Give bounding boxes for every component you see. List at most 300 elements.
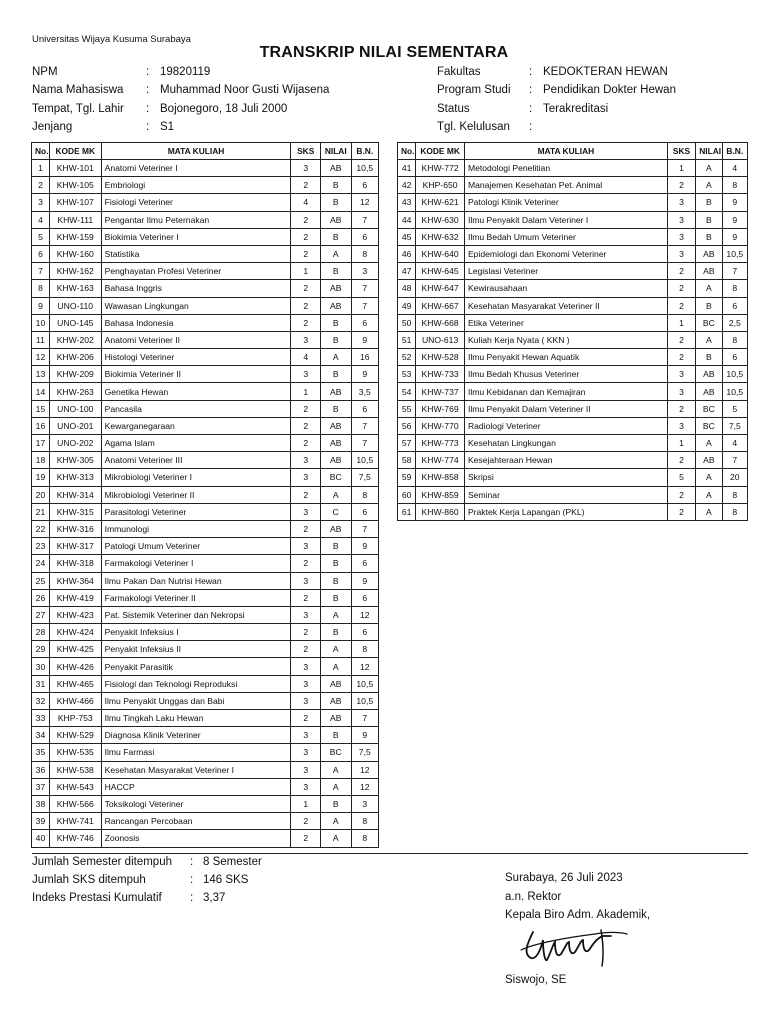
cell-sks: 4 xyxy=(291,349,321,366)
cell-course-name: Penyakit Parasitik xyxy=(101,658,291,675)
table-row xyxy=(32,572,379,589)
cell-bn: 6 xyxy=(722,349,747,366)
cell-no: 9 xyxy=(32,297,50,314)
cell-code: KHW-313 xyxy=(49,469,101,486)
cell-bn: 12 xyxy=(351,606,378,623)
cell-course-name: Ilmu Penyakit Dalam Veteriner I xyxy=(464,211,667,228)
cell-code: KHW-667 xyxy=(416,297,465,314)
table-row xyxy=(32,263,379,280)
cell-course-name: Penyakit Infeksius I xyxy=(101,624,291,641)
cell-course-name: Fisiologi Veteriner xyxy=(101,194,291,211)
cell-no: 8 xyxy=(32,280,50,297)
cell-bn: 7 xyxy=(351,417,378,434)
cell-sks: 3 xyxy=(667,245,695,262)
cell-grade: A xyxy=(320,658,351,675)
table-row xyxy=(32,830,379,847)
cell-sks: 2 xyxy=(291,245,321,262)
cell-course-name: Anatomi Veteriner II xyxy=(101,331,291,348)
cell-code: KHW-423 xyxy=(49,606,101,623)
cell-bn: 9 xyxy=(351,538,378,555)
cell-bn: 7 xyxy=(351,280,378,297)
cell-bn: 10,5 xyxy=(722,245,747,262)
cell-code: KHW-769 xyxy=(416,400,465,417)
cell-course-name: Anatomi Veteriner III xyxy=(101,452,291,469)
cell-bn: 4 xyxy=(722,160,747,177)
cell-no: 33 xyxy=(32,710,50,727)
cell-course-name: Kesehatan Lingkungan xyxy=(464,435,667,452)
cell-bn: 6 xyxy=(351,555,378,572)
cell-course-name: Embriologi xyxy=(101,177,291,194)
cell-code: KHW-209 xyxy=(49,366,101,383)
cell-sks: 2 xyxy=(667,177,695,194)
student-name-value: Muhammad Noor Gusti Wijasena xyxy=(160,84,330,96)
cell-bn: 4 xyxy=(722,435,747,452)
table-row xyxy=(32,331,379,348)
cell-grade: B xyxy=(696,297,722,314)
cell-course-name: Zoonosis xyxy=(101,830,291,847)
cell-code: KHW-111 xyxy=(49,211,101,228)
cell-no: 45 xyxy=(398,228,416,245)
cell-course-name: Manajemen Kesehatan Pet. Animal xyxy=(464,177,667,194)
cell-grade: B xyxy=(320,331,351,348)
cell-course-name: Ilmu Kebidanan dan Kemajiran xyxy=(464,383,667,400)
cell-sks: 2 xyxy=(291,314,321,331)
cell-grade: B xyxy=(320,366,351,383)
cell-grade: AB xyxy=(320,417,351,434)
cell-course-name: Rancangan Percobaan xyxy=(101,813,291,830)
cell-no: 12 xyxy=(32,349,50,366)
table-row xyxy=(32,778,379,795)
cell-grade: A xyxy=(320,830,351,847)
cell-bn: 6 xyxy=(351,177,378,194)
cell-bn: 8 xyxy=(722,177,747,194)
cell-sks: 2 xyxy=(291,624,321,641)
cell-course-name: Metodologi Penelitian xyxy=(464,160,667,177)
cell-no: 43 xyxy=(398,194,416,211)
cell-course-name: Statistika xyxy=(101,245,291,262)
info-label: NPM xyxy=(32,66,58,78)
npm-value: 19820119 xyxy=(160,66,211,78)
table-row xyxy=(32,813,379,830)
cell-code: KHW-773 xyxy=(416,435,465,452)
cell-code: KHW-772 xyxy=(416,160,465,177)
cell-no: 11 xyxy=(32,331,50,348)
table-row xyxy=(398,177,748,194)
cell-course-name: Biokimia Veteriner II xyxy=(101,366,291,383)
cell-bn: 9 xyxy=(722,211,747,228)
cell-no: 51 xyxy=(398,331,416,348)
info-separator: : xyxy=(146,103,150,115)
table-row xyxy=(32,211,379,228)
cell-grade: B xyxy=(320,795,351,812)
cell-bn: 12 xyxy=(351,194,378,211)
cell-grade: BC xyxy=(696,400,722,417)
table-row xyxy=(398,160,748,177)
cell-bn: 7 xyxy=(351,710,378,727)
cell-grade: A xyxy=(696,435,722,452)
cell-no: 23 xyxy=(32,538,50,555)
cell-course-name: Patologi Umum Veteriner xyxy=(101,538,291,555)
cell-sks: 2 xyxy=(667,297,695,314)
cell-course-name: Ilmu Bedah Umum Veteriner xyxy=(464,228,667,245)
cell-grade: AB xyxy=(320,692,351,709)
cell-no: 37 xyxy=(32,778,50,795)
cell-code: KHW-538 xyxy=(49,761,101,778)
cell-sks: 3 xyxy=(291,606,321,623)
cell-grade: A xyxy=(320,349,351,366)
cell-grade: B xyxy=(320,314,351,331)
cell-grade: A xyxy=(696,160,722,177)
cell-sks: 2 xyxy=(291,830,321,847)
cell-bn: 9 xyxy=(722,228,747,245)
cell-grade: B xyxy=(320,400,351,417)
cell-grade: AB xyxy=(696,383,722,400)
cell-bn: 12 xyxy=(351,778,378,795)
cell-no: 16 xyxy=(32,417,50,434)
cell-code: KHW-424 xyxy=(49,624,101,641)
col-header-course: MATA KULIAH xyxy=(464,143,667,160)
cell-grade: B xyxy=(320,555,351,572)
info-separator: : xyxy=(146,121,150,133)
cell-grade: B xyxy=(320,727,351,744)
cell-code: KHW-105 xyxy=(49,177,101,194)
cell-code: KHW-621 xyxy=(416,194,465,211)
cell-grade: AB xyxy=(696,452,722,469)
cell-grade: AB xyxy=(696,366,722,383)
cell-bn: 2,5 xyxy=(722,314,747,331)
cell-sks: 4 xyxy=(291,194,321,211)
cell-bn: 12 xyxy=(351,761,378,778)
col-header-grade: NILAI xyxy=(320,143,351,160)
cell-grade: A xyxy=(320,641,351,658)
cell-grade: A xyxy=(696,280,722,297)
cell-code: KHW-364 xyxy=(49,572,101,589)
cell-bn: 10,5 xyxy=(351,160,378,177)
table-row xyxy=(32,435,379,452)
cell-code: KHW-314 xyxy=(49,486,101,503)
place-date: Surabaya, 26 Juli 2023 xyxy=(505,872,623,884)
cell-course-name: Bahasa Indonesia xyxy=(101,314,291,331)
cell-bn: 8 xyxy=(351,813,378,830)
cell-course-name: Anatomi Veteriner I xyxy=(101,160,291,177)
cell-no: 60 xyxy=(398,486,416,503)
cell-course-name: Penyakit Infeksius II xyxy=(101,641,291,658)
cell-grade: BC xyxy=(320,469,351,486)
cell-sks: 2 xyxy=(291,177,321,194)
cell-no: 18 xyxy=(32,452,50,469)
cell-grade: B xyxy=(320,194,351,211)
cell-no: 19 xyxy=(32,469,50,486)
cell-code: KHW-101 xyxy=(49,160,101,177)
cell-bn: 8 xyxy=(351,245,378,262)
cell-course-name: Farmakologi Veteriner I xyxy=(101,555,291,572)
table-row xyxy=(398,314,748,331)
cell-sks: 3 xyxy=(291,692,321,709)
table-row xyxy=(32,366,379,383)
cell-grade: B xyxy=(320,589,351,606)
cell-no: 40 xyxy=(32,830,50,847)
cell-sks: 1 xyxy=(667,314,695,331)
cell-code: KHW-317 xyxy=(49,538,101,555)
cell-grade: AB xyxy=(320,383,351,400)
table-row xyxy=(32,314,379,331)
cell-sks: 2 xyxy=(291,555,321,572)
cell-course-name: Kesehatan Masyarakat Veteriner II xyxy=(464,297,667,314)
table-row xyxy=(398,245,748,262)
cell-code: KHW-162 xyxy=(49,263,101,280)
cell-sks: 3 xyxy=(667,366,695,383)
cell-grade: AB xyxy=(320,211,351,228)
cell-no: 59 xyxy=(398,469,416,486)
cell-sks: 5 xyxy=(667,469,695,486)
cell-course-name: Ilmu Pakan Dan Nutrisi Hewan xyxy=(101,572,291,589)
table-row xyxy=(398,452,748,469)
table-row xyxy=(32,245,379,262)
cell-bn: 8 xyxy=(351,641,378,658)
cell-course-name: Patologi Klinik Veteriner xyxy=(464,194,667,211)
cell-sks: 2 xyxy=(667,263,695,280)
cell-course-name: Ilmu Farmasi xyxy=(101,744,291,761)
cell-course-name: Genetika Hewan xyxy=(101,383,291,400)
cell-bn: 8 xyxy=(722,503,747,520)
cell-sks: 3 xyxy=(291,469,321,486)
cell-sks: 3 xyxy=(291,331,321,348)
cell-no: 41 xyxy=(398,160,416,177)
faculty-value: KEDOKTERAN HEWAN xyxy=(543,66,668,78)
cell-course-name: Diagnosa Klinik Veteriner xyxy=(101,727,291,744)
cell-no: 25 xyxy=(32,572,50,589)
col-header-code: KODE MK xyxy=(416,143,465,160)
cell-sks: 2 xyxy=(667,280,695,297)
signer-name: Siswojo, SE xyxy=(505,974,567,986)
cell-no: 21 xyxy=(32,503,50,520)
cell-grade: AB xyxy=(320,160,351,177)
cell-code: KHW-668 xyxy=(416,314,465,331)
info-separator: : xyxy=(529,84,533,96)
cell-code: KHW-202 xyxy=(49,331,101,348)
cell-grade: A xyxy=(696,469,722,486)
cell-course-name: Epidemiologi dan Ekonomi Veteriner xyxy=(464,245,667,262)
cell-code: KHW-737 xyxy=(416,383,465,400)
cell-bn: 6 xyxy=(351,589,378,606)
cell-bn: 10,5 xyxy=(351,675,378,692)
table-row xyxy=(32,503,379,520)
gpa-value: 3,37 xyxy=(203,892,226,904)
table-row xyxy=(32,606,379,623)
summary-separator: : xyxy=(190,892,194,904)
cell-no: 53 xyxy=(398,366,416,383)
cell-bn: 6 xyxy=(351,400,378,417)
cell-no: 35 xyxy=(32,744,50,761)
cell-bn: 3,5 xyxy=(351,383,378,400)
cell-course-name: Kewirausahaan xyxy=(464,280,667,297)
table-row xyxy=(398,503,748,520)
cell-bn: 7 xyxy=(722,452,747,469)
cell-grade: AB xyxy=(696,245,722,262)
table-row xyxy=(32,641,379,658)
cell-no: 44 xyxy=(398,211,416,228)
cell-sks: 2 xyxy=(291,710,321,727)
cell-no: 14 xyxy=(32,383,50,400)
table-row xyxy=(32,710,379,727)
cell-bn: 9 xyxy=(351,727,378,744)
info-separator: : xyxy=(529,103,533,115)
cell-no: 36 xyxy=(32,761,50,778)
cell-sks: 3 xyxy=(291,778,321,795)
cell-no: 28 xyxy=(32,624,50,641)
cell-grade: BC xyxy=(320,744,351,761)
handwritten-signature xyxy=(503,922,633,977)
cell-bn: 3 xyxy=(351,795,378,812)
cell-sks: 3 xyxy=(291,503,321,520)
cell-bn: 10,5 xyxy=(722,383,747,400)
cell-bn: 9 xyxy=(722,194,747,211)
cell-no: 17 xyxy=(32,435,50,452)
table-row xyxy=(32,194,379,211)
table-row xyxy=(32,589,379,606)
cell-sks: 3 xyxy=(667,194,695,211)
cell-course-name: Ilmu Penyakit Unggas dan Babi xyxy=(101,692,291,709)
cell-course-name: Fisiologi dan Teknologi Reproduksi xyxy=(101,675,291,692)
table-row xyxy=(32,383,379,400)
cell-sks: 3 xyxy=(291,658,321,675)
cell-sks: 3 xyxy=(291,538,321,555)
cell-course-name: Ilmu Tingkah Laku Hewan xyxy=(101,710,291,727)
cell-bn: 8 xyxy=(722,486,747,503)
cell-sks: 3 xyxy=(291,761,321,778)
cell-no: 10 xyxy=(32,314,50,331)
info-label: Jenjang xyxy=(32,121,73,133)
table-row xyxy=(32,658,379,675)
table-row xyxy=(32,280,379,297)
cell-code: KHW-159 xyxy=(49,228,101,245)
cell-bn: 7,5 xyxy=(722,417,747,434)
cell-code: UNO-145 xyxy=(49,314,101,331)
cell-course-name: Penghayatan Profesi Veteriner xyxy=(101,263,291,280)
info-label: Nama Mahasiswa xyxy=(32,84,124,96)
cell-sks: 1 xyxy=(291,383,321,400)
cell-course-name: Mikrobiologi Veteriner I xyxy=(101,469,291,486)
cell-no: 20 xyxy=(32,486,50,503)
table-row xyxy=(32,675,379,692)
cell-course-name: Pat. Sistemik Veteriner dan Nekropsi xyxy=(101,606,291,623)
cell-bn: 6 xyxy=(351,314,378,331)
cell-bn: 6 xyxy=(351,228,378,245)
cell-code: KHW-316 xyxy=(49,520,101,537)
cell-sks: 1 xyxy=(667,435,695,452)
cell-grade: BC xyxy=(696,314,722,331)
col-header-course: MATA KULIAH xyxy=(101,143,291,160)
cell-code: KHW-859 xyxy=(416,486,465,503)
cell-code: KHW-528 xyxy=(416,349,465,366)
cell-no: 47 xyxy=(398,263,416,280)
cell-grade: AB xyxy=(696,263,722,280)
table-header-row xyxy=(398,143,748,160)
cell-bn: 6 xyxy=(722,297,747,314)
cell-grade: A xyxy=(320,761,351,778)
cell-code: KHW-535 xyxy=(49,744,101,761)
table-row xyxy=(32,469,379,486)
cell-course-name: Radiologi Veteriner xyxy=(464,417,667,434)
cell-code: KHW-770 xyxy=(416,417,465,434)
info-label: Tgl. Kelulusan xyxy=(437,121,510,133)
table-row xyxy=(398,366,748,383)
cell-sks: 2 xyxy=(667,503,695,520)
cell-bn: 7,5 xyxy=(351,469,378,486)
cell-sks: 2 xyxy=(291,280,321,297)
cell-no: 56 xyxy=(398,417,416,434)
cell-code: KHW-645 xyxy=(416,263,465,280)
cell-sks: 2 xyxy=(291,520,321,537)
cell-code: KHW-305 xyxy=(49,452,101,469)
cell-no: 27 xyxy=(32,606,50,623)
cell-grade: B xyxy=(696,349,722,366)
cell-code: UNO-110 xyxy=(49,297,101,314)
cell-grade: B xyxy=(696,228,722,245)
summary-label: Jumlah Semester ditempuh xyxy=(32,856,172,868)
cell-grade: A xyxy=(696,503,722,520)
cell-sks: 1 xyxy=(291,263,321,280)
cell-no: 39 xyxy=(32,813,50,830)
total-sks-value: 146 SKS xyxy=(203,874,249,886)
signer-position: Kepala Biro Adm. Akademik, xyxy=(505,909,651,921)
grades-table-left xyxy=(31,142,379,848)
cell-grade: A xyxy=(696,177,722,194)
cell-no: 30 xyxy=(32,658,50,675)
cell-sks: 2 xyxy=(667,331,695,348)
cell-code: UNO-201 xyxy=(49,417,101,434)
cell-sks: 3 xyxy=(291,160,321,177)
info-separator: : xyxy=(146,66,150,78)
cell-code: UNO-613 xyxy=(416,331,465,348)
cell-grade: C xyxy=(320,503,351,520)
summary-separator: : xyxy=(190,856,194,868)
cell-no: 49 xyxy=(398,297,416,314)
cell-grade: B xyxy=(320,263,351,280)
cell-bn: 7,5 xyxy=(351,744,378,761)
cell-bn: 7 xyxy=(351,297,378,314)
cell-grade: AB xyxy=(320,520,351,537)
cell-sks: 2 xyxy=(667,349,695,366)
cell-course-name: Kuliah Kerja Nyata ( KKN ) xyxy=(464,331,667,348)
info-separator: : xyxy=(529,121,533,133)
cell-code: KHW-263 xyxy=(49,383,101,400)
table-row xyxy=(32,417,379,434)
table-row xyxy=(398,280,748,297)
cell-code: KHW-741 xyxy=(49,813,101,830)
info-label: Status xyxy=(437,103,470,115)
cell-course-name: HACCP xyxy=(101,778,291,795)
cell-grade: AB xyxy=(320,452,351,469)
cell-no: 34 xyxy=(32,727,50,744)
cell-sks: 3 xyxy=(667,383,695,400)
cell-bn: 8 xyxy=(722,331,747,348)
cell-course-name: Etika Veteriner xyxy=(464,314,667,331)
table-row xyxy=(32,624,379,641)
cell-sks: 3 xyxy=(667,211,695,228)
table-row xyxy=(32,177,379,194)
cell-grade: BC xyxy=(696,417,722,434)
cell-course-name: Seminar xyxy=(464,486,667,503)
cell-bn: 7 xyxy=(722,263,747,280)
cell-no: 26 xyxy=(32,589,50,606)
cell-sks: 3 xyxy=(291,744,321,761)
semesters-value: 8 Semester xyxy=(203,856,262,868)
cell-no: 13 xyxy=(32,366,50,383)
cell-course-name: Wawasan Lingkungan xyxy=(101,297,291,314)
cell-sks: 2 xyxy=(667,400,695,417)
cell-code: KHW-640 xyxy=(416,245,465,262)
